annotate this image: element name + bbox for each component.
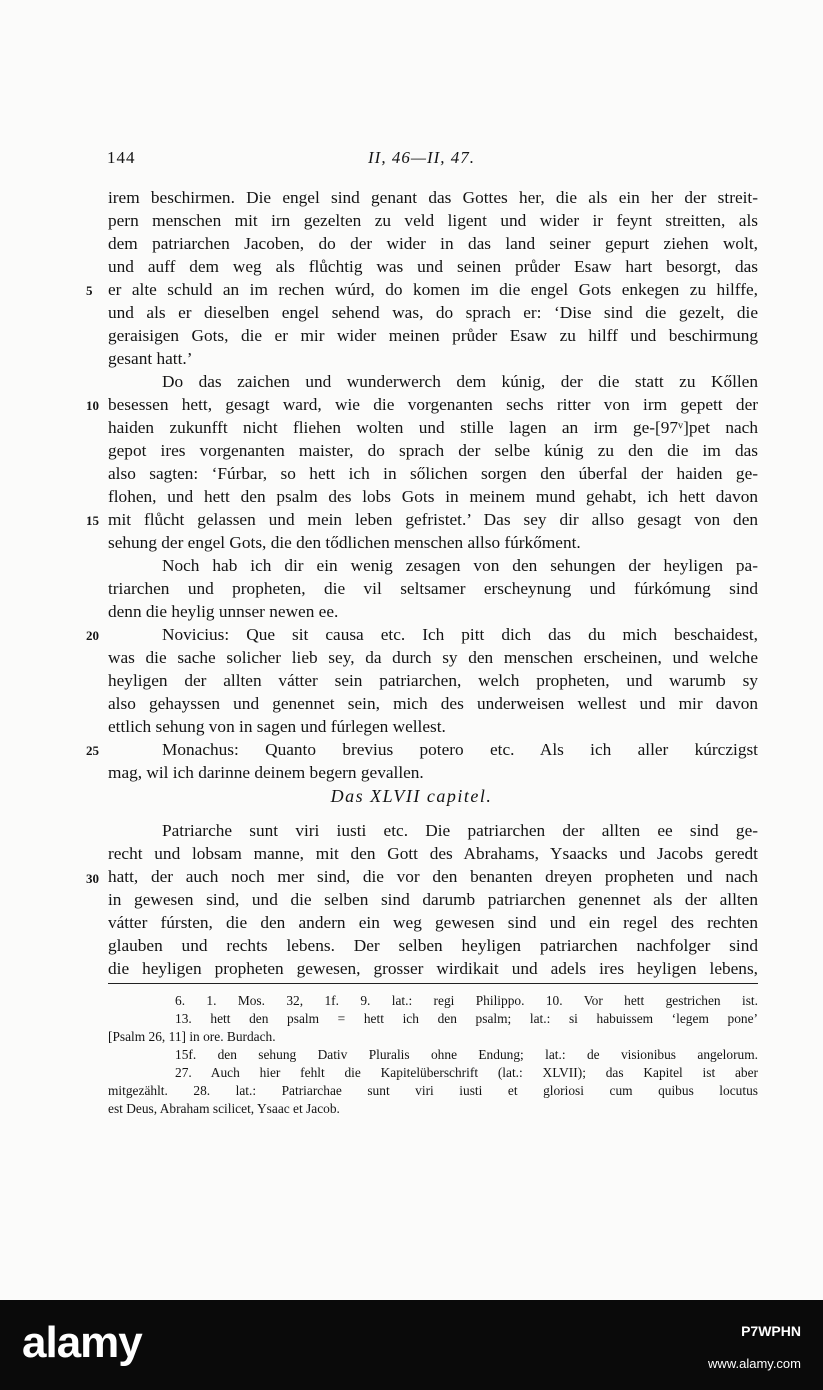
text-line: flohen, und hett den psalm des lobs Gots in meinem mund gehabt, ich hett davon [108, 487, 758, 506]
text-line: pern menschen mit irn gezelten zu veld ligent und wider ir feynt streitten, als [108, 211, 758, 230]
text-line: also sagten: ‘Fúrbar, so hett ich in sőlichen sorgen den úberfal der haiden ge- [108, 464, 758, 483]
text-line: was die sache solicher lieb sey, da durch sy den menschen erscheinen, und welche [108, 648, 758, 667]
line-number: 10 [86, 398, 99, 413]
chapter-text-line: Patriarche sunt viri iusti etc. Die patriarchen der allten ee sind ge- [162, 821, 758, 840]
text-line: triarchen und propheten, die vil seltsamer erscheynung und fúrkómung sind [108, 579, 758, 598]
footnote-line: 6. 1. Mos. 32, 1f. 9. lat.: regi Philippo. 10. Vor hett gestrichen ist. [175, 993, 758, 1008]
line-number: 20 [86, 628, 99, 643]
running-title: II, 46—II, 47. [368, 148, 476, 167]
text-line: dem patriarchen Jacoben, do der wider in das land seiner gepurt ziehen wolt, [108, 234, 758, 253]
text-line: Monachus: Quanto brevius potero etc. Als ich aller kúrczigst [162, 740, 758, 759]
text-line: er alte schuld an im rechen wúrd, do komen im die engel Gots enkegen zu hilffe, [108, 280, 758, 299]
chapter-text-line: hatt, der auch noch mer sind, die vor den benanten dreyen propheten und nach [108, 867, 758, 886]
text-line: also gehayssen und genennet sein, mich des underweisen wellest und mir davon [108, 694, 758, 713]
watermark-url: www.alamy.com [708, 1356, 801, 1371]
text-line: Noch hab ich dir ein wenig zesagen von den sehungen der heyligen pa- [162, 556, 758, 575]
line-number: 25 [86, 743, 99, 758]
text-line: geraisigen Gots, die er mir wider meinen průder Esaw zu hilff und beschirmung [108, 326, 758, 345]
alamy-logo: alamy [22, 1318, 142, 1367]
text-line: denn die heylig unnser newen ee. [108, 602, 339, 621]
text-line: besessen hett, gesagt ward, wie die vorgenanten sechs ritter von irm gepett der [108, 395, 758, 414]
watermark-banner [0, 1300, 823, 1390]
text-line: mit flůcht gelassen und mein leben gefristet.’ Das sey dir allso gesagt von den [108, 510, 758, 529]
line-number: 5 [86, 283, 93, 298]
page-number: 144 [107, 148, 136, 167]
text-line: und auff dem weg als flůchtig was und seinen průder Esaw hart besorgt, das [108, 257, 758, 276]
text-line: gepot ires vorgenanten maister, do sprach der selbe kúnig zu den die im das [108, 441, 758, 460]
footnote-line: 15f. den sehung Dativ Pluralis ohne Endung; lat.: de visionibus angelorum. [175, 1047, 758, 1062]
footnote-line: 13. hett den psalm = hett ich den psalm; lat.: si habuissem ‘legem pone’ [175, 1011, 758, 1026]
chapter-heading: Das XLVII capitel. [330, 786, 493, 806]
text-line: mag, wil ich darinne deinem begern gevallen. [108, 763, 424, 782]
text-line: gesant hatt.’ [108, 349, 193, 368]
chapter-text-line: glauben und rechts lebens. Der selben heyligen patriarchen nachfolger sind [108, 936, 758, 955]
stock-image-id: P7WPHN [741, 1323, 801, 1339]
chapter-text-line: recht und lobsam manne, mit den Gott des Abrahams, Ysaacks und Jacobs geredt [108, 844, 758, 863]
text-line: haiden zukunfft nicht fliehen wolten und stille lagen an irm ge-[97ᵛ]pet nach [108, 418, 758, 437]
text-line: Novicius: Que sit causa etc. Ich pitt dich das du mich beschaidest, [162, 625, 758, 644]
footnote-line: 27. Auch hier fehlt die Kapitelüberschrift (lat.: XLVII); das Kapitel ist aber [175, 1065, 758, 1080]
footnote-line: est Deus, Abraham scilicet, Ysaac et Jacob. [108, 1101, 340, 1116]
chapter-text-line: vátter fúrsten, die den andern ein weg gewesen sind und ein regel des rechten [108, 913, 758, 932]
text-line: und als er dieselben engel sehend was, do sprach er: ‘Dise sind die gezelt, die [108, 303, 758, 322]
text-line: Do das zaichen und wunderwerch dem kúnig, der die statt zu Kőllen [162, 372, 758, 391]
footnote-divider [108, 983, 758, 984]
footnote-line: [Psalm 26, 11] in ore. Burdach. [108, 1029, 276, 1044]
chapter-text-line: in gewesen sind, und die selben sind darumb patriarchen genennet als der allten [108, 890, 758, 909]
text-line: ettlich sehung von in sagen und fúrlegen wellest. [108, 717, 446, 736]
chapter-text-line: die heyligen propheten gewesen, grosser wirdikait und adels ires heyligen lebens, [108, 959, 758, 978]
line-number: 30 [86, 871, 99, 886]
text-line: heyligen der allten vátter sein patriarchen, welch propheten, und warumb sy [108, 671, 758, 690]
text-line: irem beschirmen. Die engel sind genant das Gottes her, die als ein her der streit- [108, 188, 758, 207]
text-line: sehung der engel Gots, die den tődlichen menschen allso fúrkőment. [108, 533, 581, 552]
line-number: 15 [86, 513, 99, 528]
footnote-line: mitgezählt. 28. lat.: Patriarchae sunt viri iusti et gloriosi cum quibus locutus [108, 1083, 758, 1098]
